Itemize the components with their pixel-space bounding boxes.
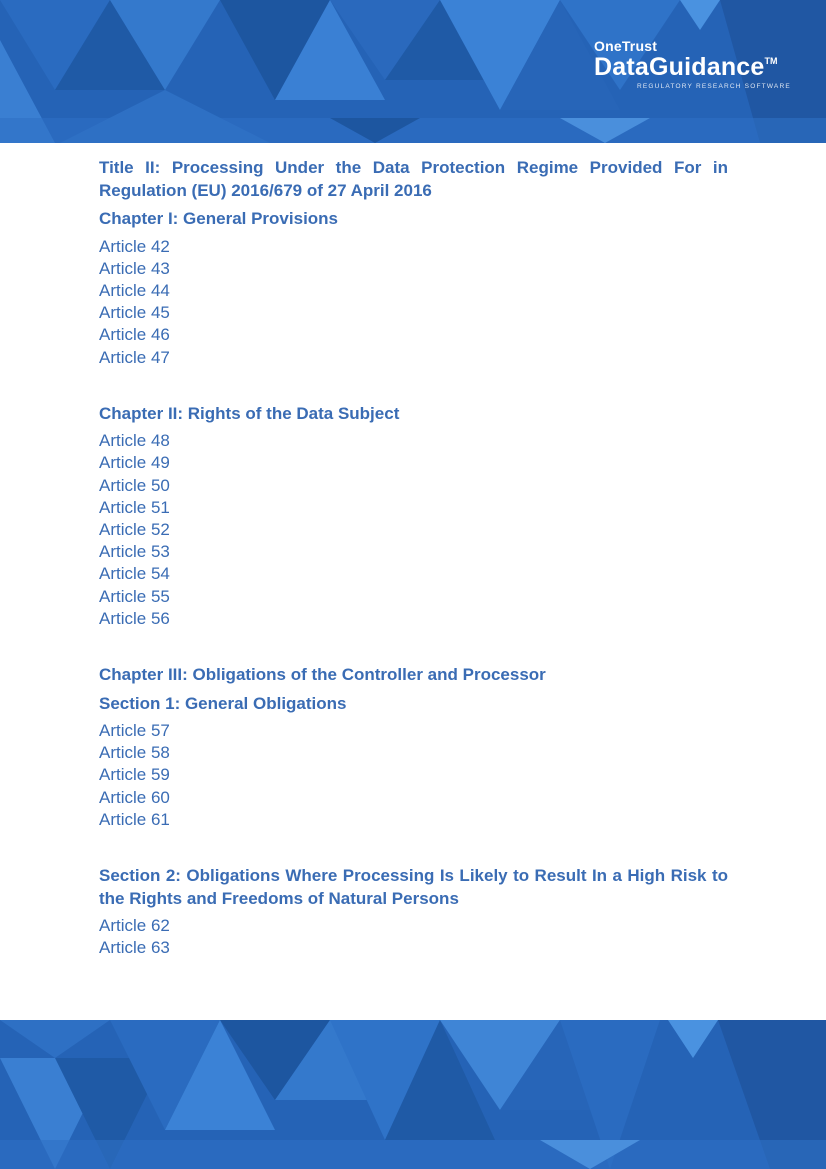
article-link[interactable]: Article 50 [99, 475, 170, 495]
article-link[interactable]: Article 45 [99, 303, 170, 323]
article-link[interactable]: Article 62 [99, 916, 170, 936]
header-banner [0, 0, 826, 143]
article-link[interactable]: Article 49 [99, 453, 170, 473]
article-link[interactable]: Article 55 [99, 586, 170, 606]
chapter-3-heading: Chapter III: Obligations of the Controller and Processor [99, 665, 546, 685]
triangle-pattern-bottom [0, 1020, 826, 1169]
article-link[interactable]: Article 53 [99, 542, 170, 562]
chapter-1-article-list [99, 236, 728, 369]
article-link[interactable]: Article 57 [99, 721, 170, 741]
article-link[interactable]: Article 51 [99, 497, 170, 517]
footer-banner [0, 1020, 826, 1169]
article-link[interactable]: Article 48 [99, 431, 170, 451]
chapter-2-heading: Chapter II: Rights of the Data Subject [99, 403, 400, 423]
title-heading: Title II: Processing Under the Data Protection Regime Provided For in Regulation (EU) 2016/679 of 27 April 2016 [99, 158, 728, 200]
section-1-article-list [99, 720, 728, 831]
article-link[interactable]: Article 42 [99, 236, 170, 256]
section-2-heading: Section 2: Obligations Where Processing Is Likely to Result In a High Risk to the Rights and Freedoms of Natural Persons [99, 866, 728, 908]
article-link[interactable]: Article 63 [99, 938, 170, 958]
article-link[interactable]: Article 47 [99, 347, 170, 367]
logo-brand-main: DataGuidance [594, 53, 765, 81]
article-link[interactable]: Article 46 [99, 325, 170, 345]
article-link[interactable]: Article 61 [99, 809, 170, 829]
article-link[interactable]: Article 54 [99, 564, 170, 584]
article-link[interactable]: Article 59 [99, 765, 170, 785]
logo-trademark: TM [764, 56, 778, 66]
logo-brand-small: OneTrust [594, 38, 658, 54]
article-link[interactable]: Article 52 [99, 520, 170, 540]
table-of-contents [99, 157, 728, 959]
logo-tagline: REGULATORY RESEARCH SOFTWARE [637, 83, 791, 90]
article-link[interactable]: Article 58 [99, 743, 170, 763]
onetrust-dataguidance-logo [594, 38, 791, 90]
article-link[interactable]: Article 44 [99, 280, 170, 300]
article-link[interactable]: Article 60 [99, 787, 170, 807]
section-1-heading: Section 1: General Obligations [99, 693, 347, 713]
chapter-1-heading: Chapter I: General Provisions [99, 209, 339, 228]
article-link[interactable]: Article 56 [99, 608, 170, 628]
article-link[interactable]: Article 43 [99, 258, 170, 278]
chapter-2-article-list [99, 430, 728, 630]
section-2-article-list [99, 915, 728, 959]
